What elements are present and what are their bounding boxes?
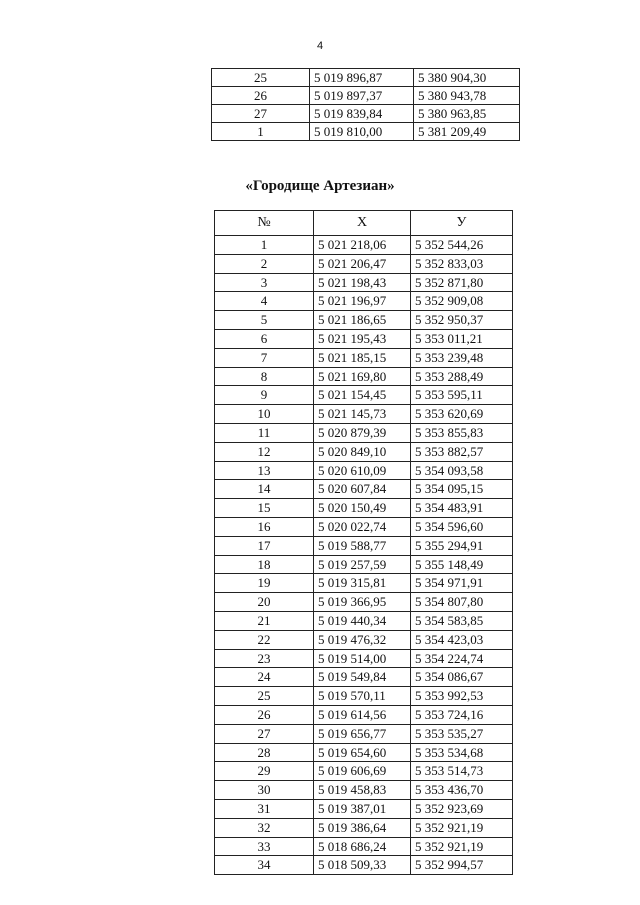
x-coordinate: 5 019 549,84 (314, 668, 411, 687)
y-coordinate: 5 352 871,80 (411, 273, 513, 292)
x-coordinate: 5 019 570,11 (314, 687, 411, 706)
point-number: 25 (212, 69, 310, 87)
x-coordinate: 5 020 607,84 (314, 480, 411, 499)
table-row (215, 705, 513, 724)
y-coordinate: 5 380 943,78 (414, 87, 520, 105)
table-row (215, 423, 513, 442)
x-coordinate: 5 019 810,00 (310, 123, 414, 141)
y-coordinate: 5 354 224,74 (411, 649, 513, 668)
point-number: 16 (215, 517, 314, 536)
x-coordinate: 5 019 839,84 (310, 105, 414, 123)
x-coordinate: 5 020 150,49 (314, 499, 411, 518)
page-number: 4 (316, 40, 324, 52)
x-coordinate: 5 019 654,60 (314, 743, 411, 762)
x-coordinate: 5 019 588,77 (314, 536, 411, 555)
table-row (215, 461, 513, 480)
table-row (215, 743, 513, 762)
table-row (215, 499, 513, 518)
y-coordinate: 5 354 483,91 (411, 499, 513, 518)
table-row (215, 480, 513, 499)
point-number: 3 (215, 273, 314, 292)
y-coordinate: 5 354 086,67 (411, 668, 513, 687)
y-coordinate: 5 353 855,83 (411, 423, 513, 442)
table-row (212, 69, 520, 87)
section-title: «Городище Артезиан» (245, 178, 395, 194)
x-coordinate: 5 019 514,00 (314, 649, 411, 668)
table-row (215, 442, 513, 461)
point-number: 19 (215, 574, 314, 593)
table-row (215, 273, 513, 292)
point-number: 26 (212, 87, 310, 105)
point-number: 2 (215, 254, 314, 273)
y-coordinate: 5 380 963,85 (414, 105, 520, 123)
point-number: 23 (215, 649, 314, 668)
y-coordinate: 5 355 294,91 (411, 536, 513, 555)
x-coordinate: 5 019 366,95 (314, 593, 411, 612)
y-coordinate: 5 381 209,49 (414, 123, 520, 141)
point-number: 17 (215, 536, 314, 555)
table-row (215, 611, 513, 630)
x-coordinate: 5 020 849,10 (314, 442, 411, 461)
point-number: 1 (215, 236, 314, 255)
table-row (215, 311, 513, 330)
y-coordinate: 5 352 909,08 (411, 292, 513, 311)
y-coordinate: 5 353 535,27 (411, 724, 513, 743)
table-row (215, 292, 513, 311)
table-row (215, 254, 513, 273)
x-coordinate: 5 019 476,32 (314, 630, 411, 649)
table-row (215, 574, 513, 593)
y-coordinate: 5 352 950,37 (411, 311, 513, 330)
table-row (215, 781, 513, 800)
x-coordinate: 5 018 686,24 (314, 837, 411, 856)
y-coordinate: 5 352 921,19 (411, 837, 513, 856)
x-coordinate: 5 020 610,09 (314, 461, 411, 480)
y-coordinate: 5 353 239,48 (411, 348, 513, 367)
y-coordinate: 5 354 971,91 (411, 574, 513, 593)
y-coordinate: 5 352 994,57 (411, 856, 513, 875)
point-number: 28 (215, 743, 314, 762)
table-row (215, 856, 513, 875)
point-number: 33 (215, 837, 314, 856)
table-row (212, 105, 520, 123)
point-number: 15 (215, 499, 314, 518)
header-number: № (215, 211, 314, 236)
x-coordinate: 5 018 509,33 (314, 856, 411, 875)
y-coordinate: 5 354 596,60 (411, 517, 513, 536)
x-coordinate: 5 020 879,39 (314, 423, 411, 442)
y-coordinate: 5 353 724,16 (411, 705, 513, 724)
y-coordinate: 5 354 807,80 (411, 593, 513, 612)
table-row (215, 630, 513, 649)
main-table-body (215, 236, 513, 875)
point-number: 20 (215, 593, 314, 612)
point-number: 9 (215, 386, 314, 405)
point-number: 1 (212, 123, 310, 141)
table-row (212, 123, 520, 141)
x-coordinate: 5 019 896,87 (310, 69, 414, 87)
y-coordinate: 5 354 093,58 (411, 461, 513, 480)
y-coordinate: 5 353 436,70 (411, 781, 513, 800)
x-coordinate: 5 019 606,69 (314, 762, 411, 781)
table-row (215, 818, 513, 837)
x-coordinate: 5 021 198,43 (314, 273, 411, 292)
y-coordinate: 5 352 923,69 (411, 799, 513, 818)
x-coordinate: 5 021 145,73 (314, 405, 411, 424)
table-row (215, 348, 513, 367)
point-number: 8 (215, 367, 314, 386)
table-row (215, 536, 513, 555)
y-coordinate: 5 354 095,15 (411, 480, 513, 499)
table-row (215, 837, 513, 856)
y-coordinate: 5 353 620,69 (411, 405, 513, 424)
table-row (215, 799, 513, 818)
x-coordinate: 5 019 656,77 (314, 724, 411, 743)
table-row (215, 649, 513, 668)
x-coordinate: 5 021 218,06 (314, 236, 411, 255)
y-coordinate: 5 380 904,30 (414, 69, 520, 87)
table-row (212, 87, 520, 105)
point-number: 13 (215, 461, 314, 480)
y-coordinate: 5 353 288,49 (411, 367, 513, 386)
x-coordinate: 5 019 315,81 (314, 574, 411, 593)
point-number: 31 (215, 799, 314, 818)
x-coordinate: 5 021 196,97 (314, 292, 411, 311)
point-number: 26 (215, 705, 314, 724)
point-number: 21 (215, 611, 314, 630)
y-coordinate: 5 353 882,57 (411, 442, 513, 461)
table-row (215, 405, 513, 424)
table-row (215, 687, 513, 706)
y-coordinate: 5 352 544,26 (411, 236, 513, 255)
table-row (215, 762, 513, 781)
y-coordinate: 5 353 992,53 (411, 687, 513, 706)
y-coordinate: 5 352 833,03 (411, 254, 513, 273)
point-number: 6 (215, 329, 314, 348)
table-row (215, 668, 513, 687)
y-coordinate: 5 355 148,49 (411, 555, 513, 574)
x-coordinate: 5 021 186,65 (314, 311, 411, 330)
x-coordinate: 5 019 440,34 (314, 611, 411, 630)
header-x: X (314, 211, 411, 236)
point-number: 12 (215, 442, 314, 461)
x-coordinate: 5 019 458,83 (314, 781, 411, 800)
point-number: 11 (215, 423, 314, 442)
x-coordinate: 5 019 387,01 (314, 799, 411, 818)
x-coordinate: 5 019 897,37 (310, 87, 414, 105)
table-row (215, 593, 513, 612)
y-coordinate: 5 354 423,03 (411, 630, 513, 649)
main-coordinates-table (214, 210, 513, 875)
top-table-body (212, 69, 520, 141)
point-number: 10 (215, 405, 314, 424)
table-header-row (215, 211, 513, 236)
y-coordinate: 5 352 921,19 (411, 818, 513, 837)
point-number: 14 (215, 480, 314, 499)
point-number: 34 (215, 856, 314, 875)
point-number: 24 (215, 668, 314, 687)
point-number: 32 (215, 818, 314, 837)
y-coordinate: 5 354 583,85 (411, 611, 513, 630)
table-row (215, 555, 513, 574)
point-number: 18 (215, 555, 314, 574)
y-coordinate: 5 353 595,11 (411, 386, 513, 405)
point-number: 4 (215, 292, 314, 311)
table-row (215, 386, 513, 405)
x-coordinate: 5 020 022,74 (314, 517, 411, 536)
point-number: 5 (215, 311, 314, 330)
point-number: 27 (212, 105, 310, 123)
header-y: У (411, 211, 513, 236)
table-row (215, 329, 513, 348)
point-number: 25 (215, 687, 314, 706)
x-coordinate: 5 019 614,56 (314, 705, 411, 724)
table-row (215, 236, 513, 255)
y-coordinate: 5 353 534,68 (411, 743, 513, 762)
x-coordinate: 5 019 386,64 (314, 818, 411, 837)
y-coordinate: 5 353 011,21 (411, 329, 513, 348)
point-number: 27 (215, 724, 314, 743)
x-coordinate: 5 021 154,45 (314, 386, 411, 405)
x-coordinate: 5 021 195,43 (314, 329, 411, 348)
table-row (215, 724, 513, 743)
point-number: 29 (215, 762, 314, 781)
x-coordinate: 5 021 206,47 (314, 254, 411, 273)
x-coordinate: 5 019 257,59 (314, 555, 411, 574)
point-number: 7 (215, 348, 314, 367)
table-row (215, 367, 513, 386)
table-row (215, 517, 513, 536)
point-number: 30 (215, 781, 314, 800)
top-coordinates-table (211, 68, 520, 141)
y-coordinate: 5 353 514,73 (411, 762, 513, 781)
x-coordinate: 5 021 185,15 (314, 348, 411, 367)
x-coordinate: 5 021 169,80 (314, 367, 411, 386)
point-number: 22 (215, 630, 314, 649)
